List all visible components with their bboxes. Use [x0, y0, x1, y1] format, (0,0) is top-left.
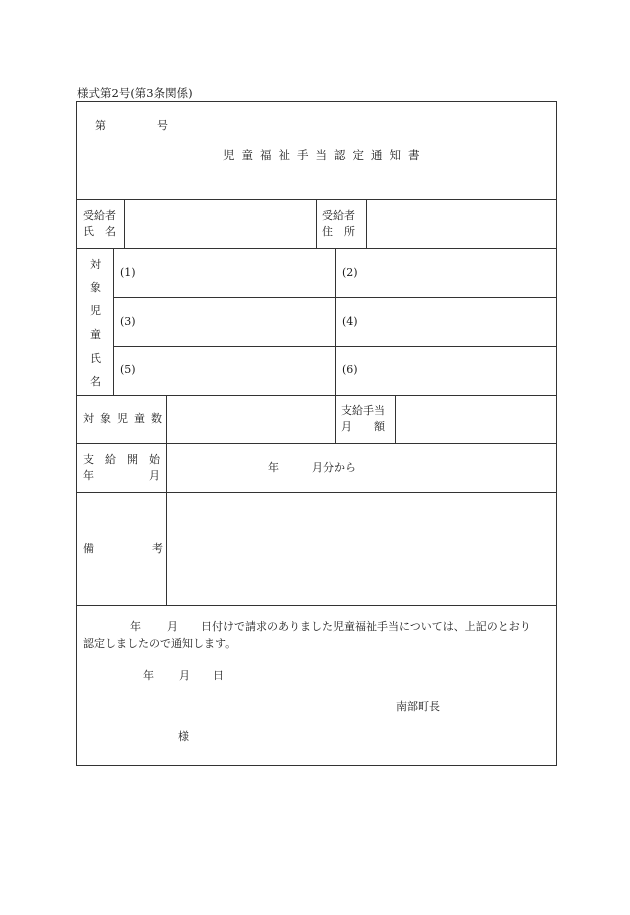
recipient-address-label-2: 住 所 [322, 225, 355, 238]
start-year-unit: 年 [268, 461, 279, 474]
allowance-amount-field[interactable] [396, 396, 556, 443]
issue-month: 月 [179, 669, 190, 682]
divider [335, 395, 336, 443]
recipient-address-field[interactable] [367, 200, 556, 248]
child-slot-4: (4) [342, 315, 358, 328]
start-month-from: 月分から [312, 461, 356, 474]
child-slot-3: (3) [120, 315, 136, 328]
notice-date-year: 年 [130, 620, 141, 633]
children-label-char: 象 [90, 281, 101, 294]
divider [316, 199, 317, 248]
child-count-field[interactable] [167, 396, 334, 443]
remarks-label-left: 備 [83, 542, 94, 555]
recipient-address-label: 受給者 [322, 209, 355, 222]
child-slot-6: (6) [342, 363, 358, 376]
notice-line-2: 認定しましたので通知します。 [83, 637, 237, 650]
notice-date-month: 月 [167, 620, 178, 633]
allowance-amount-label: 支給手当 [341, 404, 385, 417]
number-prefix: 第 [95, 119, 106, 132]
number-suffix: 号 [157, 119, 168, 132]
divider [77, 443, 556, 444]
children-label-char: 名 [90, 375, 101, 388]
children-label-char: 対 [90, 258, 101, 271]
child-name-field-5[interactable] [114, 347, 334, 394]
form-number-label: 様式第2号(第3条関係) [77, 86, 193, 100]
recipient-name-label: 受給者 [83, 209, 116, 222]
child-name-field-2[interactable] [336, 249, 556, 296]
allowance-amount-label-2: 月 額 [341, 420, 385, 433]
issuer-name: 南部町長 [396, 700, 440, 713]
issue-year: 年 [143, 669, 154, 682]
start-label-year: 年 [83, 469, 94, 482]
issue-day: 日 [213, 669, 224, 682]
document-title: 児童福祉手当認定通知書 [223, 148, 427, 162]
child-name-field-3[interactable] [114, 298, 334, 345]
start-label-month: 月 [149, 469, 160, 482]
child-name-field-4[interactable] [336, 298, 556, 345]
notice-line-1: 日付けで請求のありました児童福祉手当については、上記のとおり [201, 620, 531, 633]
child-slot-5: (5) [120, 363, 136, 376]
child-name-field-1[interactable] [114, 249, 334, 296]
recipient-name-label-2: 氏 名 [83, 225, 116, 238]
divider [77, 605, 556, 606]
child-slot-1: (1) [120, 266, 136, 279]
divider [166, 443, 167, 492]
children-label-char: 氏 [90, 352, 101, 365]
remarks-field[interactable] [167, 493, 556, 605]
children-label-char: 児 [90, 304, 101, 317]
child-count-label: 対象児童数 [83, 412, 168, 425]
child-slot-2: (2) [342, 266, 358, 279]
recipient-name-field[interactable] [125, 200, 315, 248]
addressee-suffix: 様 [178, 730, 189, 743]
remarks-label-right: 考 [152, 542, 163, 555]
notice-form [76, 101, 557, 766]
children-label-char: 童 [90, 328, 101, 341]
start-label: 支 給 開 始 [83, 453, 160, 466]
child-name-field-6[interactable] [336, 347, 556, 394]
